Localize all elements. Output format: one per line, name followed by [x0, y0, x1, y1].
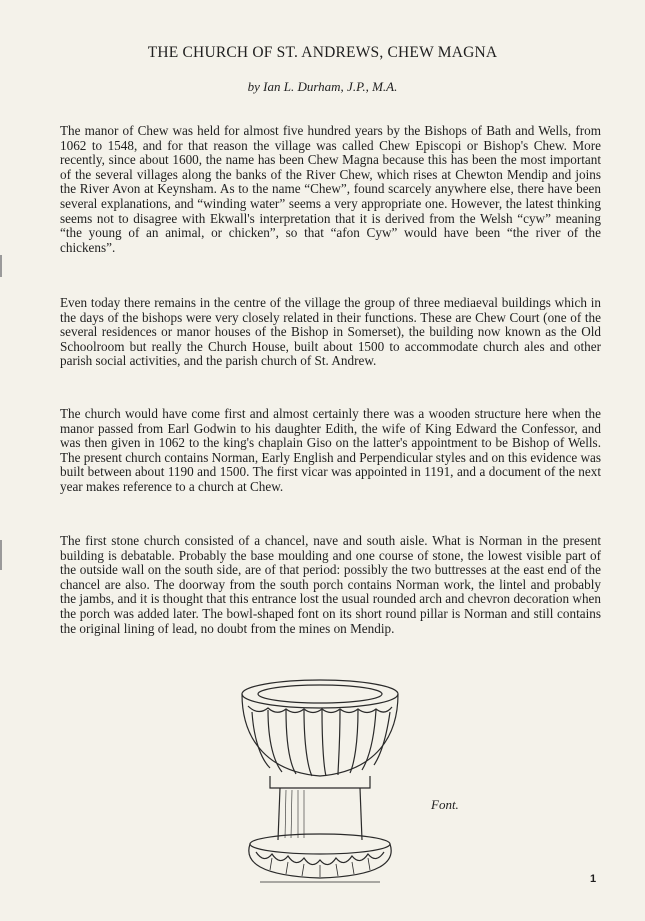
scan-edge-mark — [0, 540, 2, 570]
font-illustration — [230, 672, 410, 892]
paragraph-mediaeval-buildings: Even today there remains in the centre of the village the group of three mediaeval buildings which in the days of the bishops were very closely related in their functions. These are Chew Court (one of the several residences or manor houses of the Bishop in Somerset), the building now known as the Old Schoolroom but really the Church House, built about 1500 to accommodate church ales and other parish social activities, and the parish church of St. Andrew. — [60, 295, 601, 369]
font-drawing-icon — [230, 672, 410, 892]
author-byline: by Ian L. Durham, J.P., M.A. — [247, 79, 398, 94]
figure-caption: Font. — [431, 797, 459, 812]
page-number: 1 — [590, 873, 597, 885]
document-title: THE CHURCH OF ST. ANDREWS, CHEW MAGNA — [147, 44, 498, 61]
paragraph-norman-church: The first stone church consisted of a chancel, nave and south aisle. What is Norman in the present building is debatable. Probably the base moulding and one course of stone, the lowest visible part of the outside wall on the south side, are of that period: possibly the two buttresses at the east end of the chancel are also. The doorway from the south porch contains Norman work, the lintel and probably the jambs, and it is thought that this entrance lost the usual rounded arch and chevron decoration when the porch was added later. The bowl-shaped font on its short round pillar is Norman and still contains the original lining of lead, no doubt from the mines on Mendip. — [60, 533, 601, 636]
paragraph-manor-history: The manor of Chew was held for almost five hundred years by the Bishops of Bath and Wells, from 1062 to 1548, and for that reason the village was called Chew Episcopi or Bishop's Chew. More recently, since about 1600, the name has been Chew Magna because this has been the most important of the several villages along the banks of the River Chew, which rises at Chewton Mendip and joins the River Avon at Keynsham. As to the name “Chew”, found scarcely anywhere else, there have been several explanations, and “winding water” seems a very appropriate one. However, the latest thinking seems not to disagree with Ekwall's interpretation that it is derived from the Welsh “cyw” meaning “the young of an animal, or chicken”, so that “afon Cyw” would have been “the river of the chickens”. — [60, 123, 601, 255]
scan-edge-mark — [0, 255, 2, 277]
paragraph-church-origins: The church would have come first and almost certainly there was a wooden structure here when the manor passed from Earl Godwin to his daughter Edith, the wife of King Edward the Confessor, and was then given in 1062 to the king's chaplain Giso on the latter's appointment to be Bishop of Wells. The present church contains Norman, Early English and Perpendicular styles and on this evidence was built between about 1190 and 1500. The first vicar was appointed in 1191, and a document of the next year makes reference to a church at Chew. — [60, 406, 601, 494]
